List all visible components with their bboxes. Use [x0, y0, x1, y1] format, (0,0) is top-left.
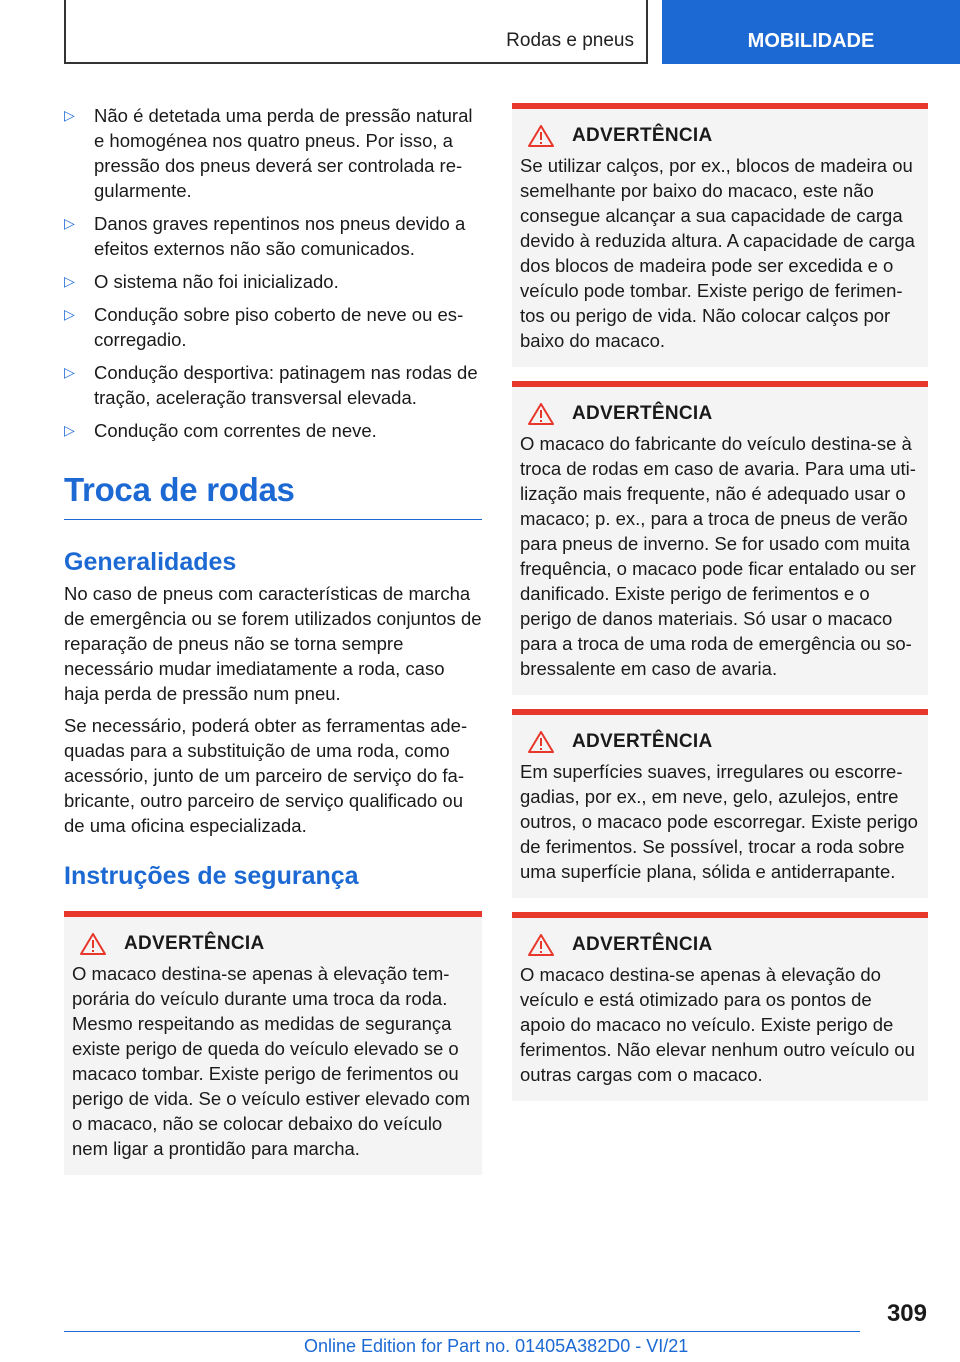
warning-title: ADVERTÊNCIA [72, 933, 474, 955]
general-paragraph: No caso de pneus com características de marcha de emergência ou se forem utilizados conjuntos de reparação de pneus não se torna sempre necessário mudar imediatamente a roda, caso haja perda de pressão num pneu. [64, 583, 482, 704]
list-item: ▷ Condução sobre piso coberto de neve ou escorregadio. [64, 304, 464, 350]
warning-box [512, 381, 928, 695]
warning-text: O macaco destina-se apenas à elevação do veículo e está otimizado para os pontos de apoio do macaco no veículo. Existe perigo de ferimentos. Não elevar nenhum outro veículo ou outras cargas com o macaco. [520, 964, 915, 1085]
safety-heading: Instruções de segurança [64, 862, 359, 890]
list-item: ▷ Condução desportiva: patinagem nas rodas de tração, aceleração transversal elevada. [64, 362, 478, 408]
bullet-list [64, 103, 482, 443]
warning-triangle-icon [528, 731, 554, 753]
page-heading: Troca de rodas [64, 471, 482, 520]
left-column [64, 103, 482, 1189]
general-heading: Generalidades [64, 548, 237, 576]
warning-triangle-icon [528, 403, 554, 425]
warning-triangle-icon [528, 934, 554, 956]
warning-title: ADVERTÊNCIA [520, 731, 920, 753]
triangle-bullet-icon: ▷ [64, 107, 75, 123]
list-item: ▷ Condução com correntes de neve. [64, 420, 377, 441]
warning-title: ADVERTÊNCIA [520, 403, 920, 425]
triangle-bullet-icon: ▷ [64, 273, 75, 289]
warning-box [512, 709, 928, 898]
warning-text: Se utilizar calços, por ex., blocos de madeira ou semelhante por baixo do macaco, este não consegue alcançar a sua capacidade de carga devido à reduzida altura. A capacidade de carga dos blocos de madeira pode ser excedida e o veículo pode tombar. Existe perigo de ferimentos ou perigo de vida. Não colocar calços por baixo do macaco. [520, 155, 915, 351]
warning-box [512, 912, 928, 1101]
warning-triangle-icon [528, 125, 554, 147]
list-item: ▷ Não é detetada uma perda de pressão natural e homogénea nos quatro pneus. Por isso, a pressão dos pneus deverá ser controlada regularmente. [64, 105, 473, 201]
triangle-bullet-icon: ▷ [64, 306, 75, 322]
triangle-bullet-icon: ▷ [64, 215, 75, 231]
warning-box [512, 103, 928, 367]
warning-text: Em superfícies suaves, irregulares ou escorregadias, por ex., em neve, gelo, azulejos, entre outros, o macaco pode escorregar. Existe perigo de ferimentos. Se possível, trocar a roda sobre uma superfície plana, sólida e antiderrapante. [520, 761, 918, 882]
list-item: ▷ Danos graves repentinos nos pneus devido a efeitos externos não são comunicados. [64, 213, 466, 259]
triangle-bullet-icon: ▷ [64, 422, 75, 438]
list-item: ▷ O sistema não foi inicializado. [64, 271, 339, 292]
warning-box [64, 911, 482, 1175]
footer-edition: Online Edition for Part no. 01405A382D0 - VI/21 [304, 1336, 689, 1356]
triangle-bullet-icon: ▷ [64, 364, 75, 380]
warning-title: ADVERTÊNCIA [520, 934, 920, 956]
warning-text: O macaco destina-se apenas à elevação temporária do veículo durante uma troca da roda. Mesmo respeitando as medidas de segurança existe perigo de queda do veículo elevado se o macaco tombar. Existe perigo de ferimentos ou perigo de vida. Se o veículo estiver elevado com o macaco, não se colocar debaixo do veículo nem ligar a prontidão para marcha. [72, 963, 470, 1159]
warning-text: O macaco do fabricante do veículo destina-se à troca de rodas em caso de avaria. Para uma utilização mais frequente, não é adequado usar o macaco; p. ex., para a troca de pneus de verão para pneus de inverno. Se for usado com muita frequência, o macaco pode ficar entalado ou ser danificado. Existe perigo de ferimentos e o perigo de danos materiais. Só usar o macaco para a troca de uma roda de emergência ou sobressalente em caso de avaria. [520, 433, 916, 679]
general-paragraph: Se necessário, poderá obter as ferramentas adequadas para a substituição de uma roda, como acessório, junto de um parceiro de serviço do fabricante, outro parceiro de serviço qualificado ou de uma oficina especializada. [64, 715, 468, 836]
right-column [512, 103, 928, 1115]
section-title: Rodas e pneus [506, 30, 634, 51]
warning-title: ADVERTÊNCIA [520, 125, 920, 147]
page-number: 309 [886, 1300, 927, 1327]
warning-triangle-icon [80, 933, 106, 955]
footer-divider [64, 1331, 860, 1332]
chapter-tab: MOBILIDADE [662, 0, 960, 64]
